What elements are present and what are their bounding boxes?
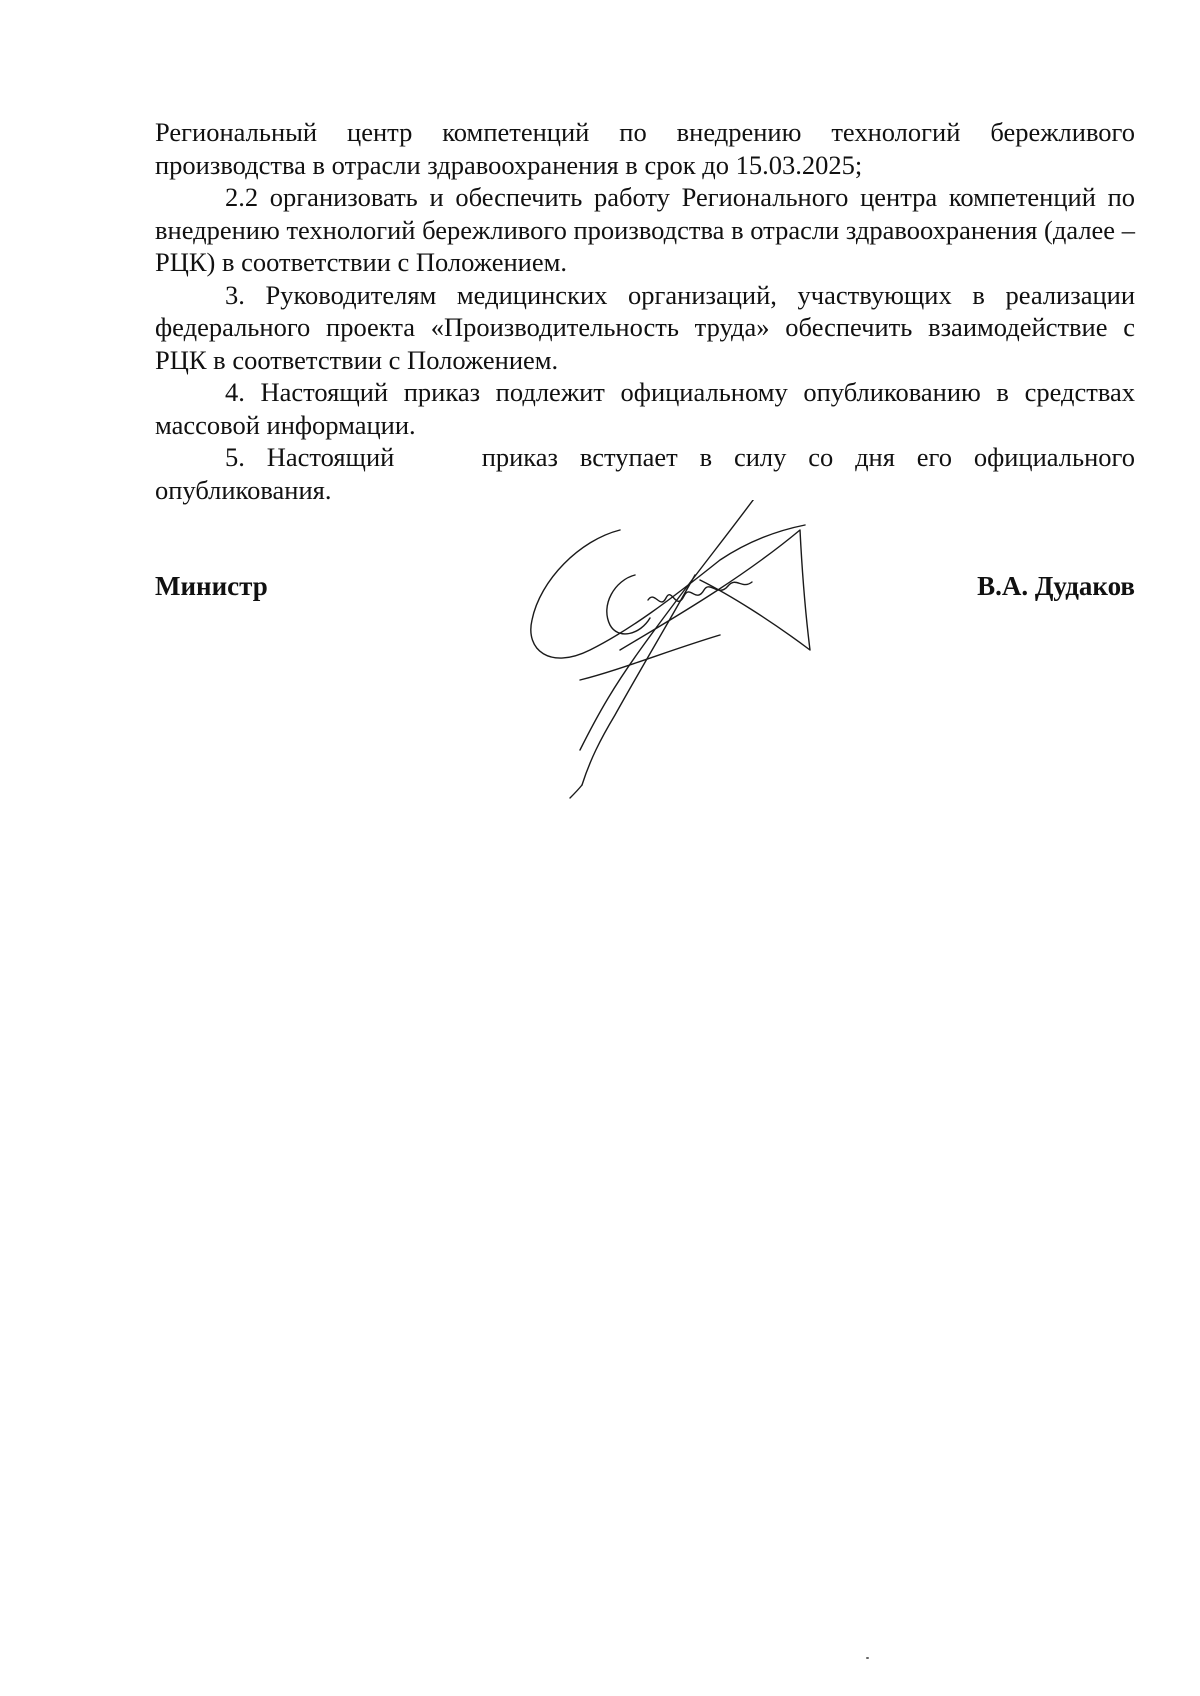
signer-name: В.А. Дудаков xyxy=(977,571,1135,601)
paragraph-3: 3. Руководителям медицинских организаций, участвующих в реализации федерального проекта «Производительность труда» обеспечить взаимодействие с РЦК в соответствии с Положением. xyxy=(155,279,1135,375)
paragraph-2-2: 2.2 организовать и обеспечить работу Регионального центра компетенций по внедрению технологий бережливого производства в отрасли здравоохранения (далее – РЦК) в соответствии с Положением. xyxy=(155,182,1135,277)
document-body xyxy=(155,116,1142,506)
scan-speck xyxy=(866,1657,869,1659)
paragraph-5: 5. Настоящий приказ вступает в силу со дня его официального опубликования. xyxy=(155,442,1142,505)
handwritten-signature xyxy=(520,500,850,800)
paragraph-4: 4. Настоящий приказ подлежит официальному опубликованию в средствах массовой информации. xyxy=(155,377,1135,440)
signer-title: Министр xyxy=(155,571,268,601)
paragraph-1-continuation: Региональный центр компетенций по внедрению технологий бережливого производства в отрасли здравоохранения в срок до 15.03.2025; xyxy=(155,117,1135,180)
